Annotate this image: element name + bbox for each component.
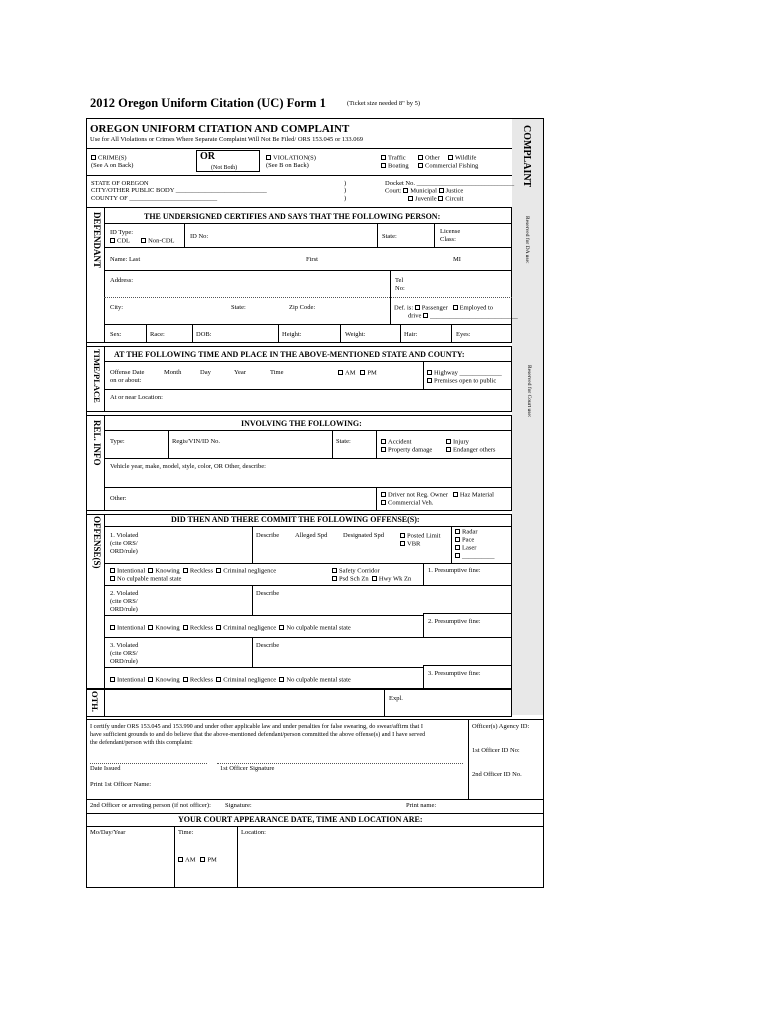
second-officer-field[interactable]: 2nd Officer or arresting person (if not officer): xyxy=(90,802,211,809)
zone-options[interactable]: Psd Sch Zn Hwy Wk Zn xyxy=(332,576,411,583)
print-first-officer-name-field[interactable]: Print 1st Officer Name: xyxy=(90,781,152,788)
city-field[interactable]: City: xyxy=(110,304,124,311)
on-or-about-label: on or about: xyxy=(110,377,142,384)
presumptive-fine-2-field[interactable]: 2. Presumptive fine: xyxy=(428,618,481,625)
court-date-field[interactable]: Mo/Day/Year xyxy=(90,829,126,836)
day-field[interactable]: Day xyxy=(200,369,211,376)
id-type-label: ID Type: xyxy=(110,229,134,236)
oth-section xyxy=(86,689,512,717)
second-officer-signature-field[interactable]: Signature: xyxy=(225,802,252,809)
county-of[interactable]: COUNTY OF ___________________________ xyxy=(91,195,218,202)
crimes-sub: (See A on Back) xyxy=(91,162,134,169)
id-no-field[interactable]: ID No: xyxy=(190,233,209,240)
name-first-field[interactable]: First xyxy=(306,256,318,263)
paren-1: ) xyxy=(344,180,347,187)
highway-option[interactable]: Highway _____________ xyxy=(427,370,502,377)
premises-option[interactable]: Premises open to public xyxy=(427,378,496,385)
presumptive-fine-3-field[interactable]: 3. Presumptive fine: xyxy=(428,670,481,677)
describe-3-field[interactable]: Describe xyxy=(256,642,280,649)
def-is-options[interactable]: Def. is: Passenger Employed to xyxy=(394,304,494,312)
endanger-option[interactable]: Endanger others xyxy=(446,447,495,454)
driver-not-reg-option[interactable]: Driver not Reg. Owner Haz Material xyxy=(381,492,494,499)
name-last-field[interactable]: Name: Last xyxy=(110,256,141,263)
form-title: OREGON UNIFORM CITATION AND COMPLAINT xyxy=(90,123,350,135)
violated-2-label: 2. Violated xyxy=(110,590,139,597)
mental-state-2-options[interactable]: Intentional Knowing Reckless Criminal negligence No culpable mental state xyxy=(110,625,351,632)
no-culpable-1-option[interactable]: No culpable mental state xyxy=(110,576,181,583)
id-state-field[interactable]: State: xyxy=(382,233,397,240)
tel-label: Tel xyxy=(395,277,404,284)
vbr-option[interactable]: VBR xyxy=(400,541,420,548)
am-pm-options[interactable]: AM PM xyxy=(338,370,377,377)
injury-option[interactable]: Injury xyxy=(446,439,469,446)
violated-1-label: 1. Violated xyxy=(110,532,139,539)
violated-3-label: 3. Violated xyxy=(110,642,139,649)
ord-3: ORD/rule) xyxy=(110,658,138,665)
timeplace-header: AT THE FOLLOWING TIME AND PLACE IN THE ABOVE-MENTIONED STATE AND COUNTY: xyxy=(114,350,465,359)
timeplace-side-label: TIME/PLACE xyxy=(92,349,102,403)
complaint-side-label: COMPLAINT xyxy=(521,125,532,188)
defendant-side-label: DEFENDANT xyxy=(92,212,102,269)
date-issued-field[interactable]: Date Issued xyxy=(90,765,121,772)
other-field[interactable]: Other: xyxy=(110,495,127,502)
cite-3: (cite ORS/ xyxy=(110,650,138,657)
presumptive-fine-1-field[interactable]: 1. Presumptive fine: xyxy=(428,567,481,574)
vehicle-state-field[interactable]: State: xyxy=(336,438,351,445)
time-field[interactable]: Time xyxy=(270,369,284,376)
court-appearance-header: YOUR COURT APPEARANCE DATE, TIME AND LOCATION ARE: xyxy=(178,815,423,824)
height-field[interactable]: Height: xyxy=(282,331,302,338)
certify-text-3: the defendant/person with this complaint: xyxy=(90,739,193,746)
license-class-field[interactable]: Class: xyxy=(440,236,456,243)
radar-option[interactable]: Radar xyxy=(455,529,478,536)
city-public-body[interactable]: CITY/OTHER PUBLIC BODY ____________________________ xyxy=(91,187,267,194)
ord-2: ORD/rule) xyxy=(110,606,138,613)
mental-state-3-options[interactable]: Intentional Knowing Reckless Criminal negligence No culpable mental state xyxy=(110,677,351,684)
or-sub: (Not Both) xyxy=(211,165,238,171)
race-field[interactable]: Race: xyxy=(150,331,165,338)
month-field[interactable]: Month xyxy=(164,369,182,376)
wildlife-option[interactable]: Wildlife xyxy=(448,155,476,162)
defendant-header: THE UNDERSIGNED CERTIFIES AND SAYS THAT THE FOLLOWING PERSON: xyxy=(144,212,441,221)
address-field[interactable]: Address: xyxy=(110,277,134,284)
offense-date-label: Offense Date xyxy=(110,369,145,376)
court-options[interactable]: Court: Municipal Justice xyxy=(385,187,464,195)
alleged-speed-field[interactable]: Alleged Spd xyxy=(295,532,328,539)
safety-corridor-option[interactable]: Safety Corridor xyxy=(332,568,380,575)
commercial-fishing-option[interactable]: Commercial Fishing xyxy=(418,163,478,170)
state-field[interactable]: State: xyxy=(231,304,246,311)
offenses-section xyxy=(86,514,512,689)
crimes-checkbox xyxy=(91,155,96,160)
officer-agency-id-field[interactable]: Officer(s) Agency ID: xyxy=(472,723,530,730)
describe-2-field[interactable]: Describe xyxy=(256,590,280,597)
cite-1: (cite ORS/ xyxy=(110,540,138,547)
cite-2: (cite ORS/ xyxy=(110,598,138,605)
oth-side-label: OTH. xyxy=(90,691,100,713)
boating-option[interactable]: Boating xyxy=(381,163,409,170)
crimes-option[interactable]: CRIME(S) xyxy=(91,155,127,162)
vehicle-type-field[interactable]: Type: xyxy=(110,438,125,445)
reserved-court-label: Reserved for Court use: xyxy=(526,365,532,418)
form-subtitle: Use for All Violations or Crimes Where Separate Complaint Will Not Be Filed/ ORS 153.045 or 133.069 xyxy=(90,136,364,143)
relinfo-side-label: REL. INFO xyxy=(92,420,102,466)
court-time-field[interactable]: Time: xyxy=(178,829,194,836)
offenses-header: DID THEN AND THERE COMMIT THE FOLLOWING OFFENSE(S): xyxy=(171,515,420,524)
violations-checkbox xyxy=(266,155,271,160)
other-method-option[interactable]: __________ xyxy=(455,553,495,560)
sex-field[interactable]: Sex: xyxy=(110,331,122,338)
traffic-option[interactable]: Traffic xyxy=(381,155,406,162)
commercial-veh-option[interactable]: Commercial Veh. xyxy=(381,500,433,507)
property-damage-option[interactable]: Property damage xyxy=(381,447,432,454)
violations-option[interactable]: VIOLATION(S) xyxy=(266,155,316,162)
hair-field[interactable]: Hair: xyxy=(404,331,418,338)
dob-field[interactable]: DOB: xyxy=(196,331,212,338)
first-officer-id-field[interactable]: 1st Officer ID No: xyxy=(472,747,520,754)
accident-option[interactable]: Accident xyxy=(381,439,411,446)
designated-speed-field[interactable]: Designated Spd xyxy=(343,532,384,539)
first-officer-signature-field[interactable]: 1st Officer Signature xyxy=(220,765,275,772)
explanation-field[interactable]: Expl. xyxy=(389,695,403,702)
or-label: OR xyxy=(200,151,215,162)
second-officer-id-field[interactable]: 2nd Officer ID No. xyxy=(472,771,522,778)
state-of-oregon: STATE OF OREGON xyxy=(91,180,149,187)
paren-3: ) xyxy=(344,195,347,202)
location-field[interactable]: At or near Location: xyxy=(110,394,163,401)
vehicle-describe-field[interactable]: Vehicle year, make, model, style, color, OR Other, describe: xyxy=(110,463,266,470)
reserved-da-label: Reserved for DA use: xyxy=(524,216,530,264)
id-type-options[interactable]: CDL Non-CDL xyxy=(110,238,175,245)
describe-1-field[interactable]: Describe xyxy=(256,532,280,539)
court-options-2[interactable]: Juvenile Circuit xyxy=(408,196,463,203)
name-mi-field[interactable]: MI xyxy=(453,256,461,263)
page-title: 2012 Oregon Uniform Citation (UC) Form 1 xyxy=(90,96,326,110)
offenses-side-label: OFFENSE(S) xyxy=(92,516,102,569)
year-field[interactable]: Year xyxy=(234,369,246,376)
ticket-size-note: (Ticket size needed 8" by 5) xyxy=(347,100,420,107)
other-option[interactable]: Other xyxy=(418,155,440,162)
weight-field[interactable]: Weight: xyxy=(345,331,366,338)
license-label: License xyxy=(440,228,461,235)
court-am-pm-options[interactable]: AM PM xyxy=(178,857,217,864)
court-location-field[interactable]: Location: xyxy=(241,829,266,836)
eyes-field[interactable]: Eyes: xyxy=(456,331,471,338)
zip-field[interactable]: Zip Code: xyxy=(289,304,316,311)
ord-1: ORD/rule) xyxy=(110,548,138,555)
second-officer-print-name-field[interactable]: Print name: xyxy=(406,802,437,809)
docket-no[interactable]: Docket No. ______________________________ xyxy=(385,180,515,187)
pace-option[interactable]: Pace xyxy=(455,537,474,544)
tel-no-field[interactable]: No: xyxy=(395,285,405,292)
violations-sub: (See B on Back) xyxy=(266,162,309,169)
relinfo-header: INVOLVING THE FOLLOWING: xyxy=(241,419,362,428)
mental-state-1-options[interactable]: Intentional Knowing Reckless Criminal negligence xyxy=(110,568,276,575)
drive-option[interactable]: drive ___________________________ xyxy=(408,312,518,320)
laser-option[interactable]: Laser xyxy=(455,545,476,552)
posted-limit-option[interactable]: Posted Limit xyxy=(400,533,440,540)
certify-text-1: I certify under ORS 153.045 and 153.990 and under other applicable law and under penalties for false swearing, do swear/affirm that I xyxy=(90,723,423,730)
paren-2: ) xyxy=(344,187,347,194)
certify-text-2: have sufficient grounds to and do believe that the above-mentioned defendant/person committed the above offense(s) and I have served xyxy=(90,731,426,738)
regis-vin-field[interactable]: Regis/VIN/ID No. xyxy=(172,438,221,445)
